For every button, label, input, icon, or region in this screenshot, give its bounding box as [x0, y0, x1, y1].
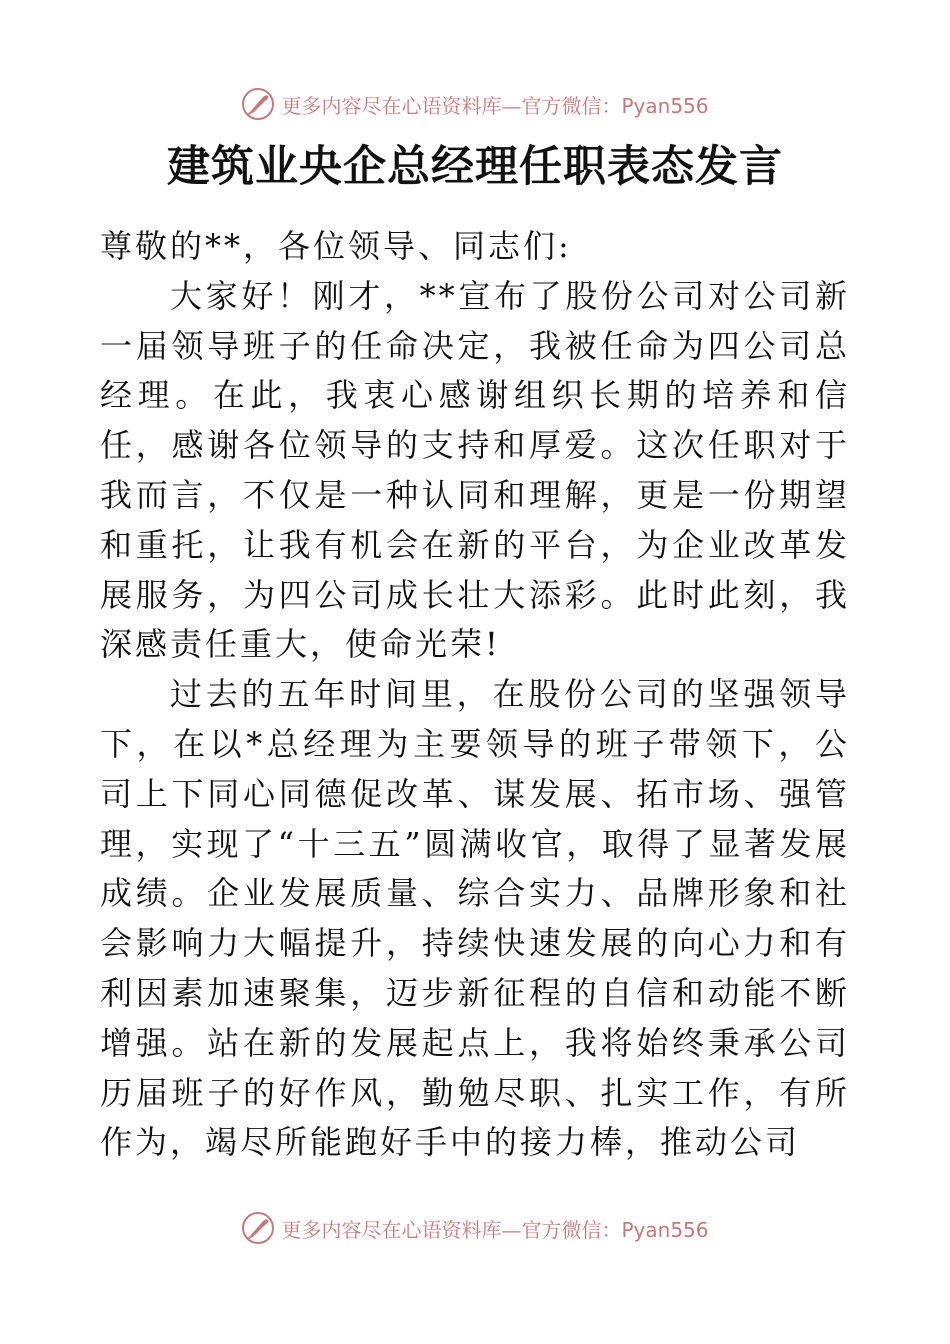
watermark-text: 更多内容尽在心语资料库—官方微信：Pyan556 — [281, 1217, 709, 1242]
quill-pen-logo-icon — [241, 87, 275, 121]
document-body — [100, 222, 850, 1168]
paragraph-2: 过去的五年时间里，在股份公司的坚强领导下，在以*总经理为主要领导的班子带领下，公司上下同心同德促改革、谋发展、拓市场、强管理，实现了“十三五”圆满收官，取得了显著发展成绩。企业发展质量、综合实力、品牌形象和社会影响力大幅提升，持续快速发展的向心力和有利因素加速聚集，迈步新征程的自信和动能不断增强。站在新的发展起点上，我将始终秉承公司历届班子的好作风，勤勉尽职、扎实工作，有所作为，竭尽所能跑好手中的接力棒，推动公司 — [100, 675, 850, 1162]
watermark-wechat-id: Pyan556 — [621, 93, 709, 118]
footer-watermark — [0, 1208, 950, 1248]
document-title: 建筑业央企总经理任职表态发言 — [167, 142, 783, 192]
header-watermark — [0, 84, 950, 124]
watermark-text: 更多内容尽在心语资料库—官方微信：Pyan556 — [281, 93, 709, 118]
paragraph-1: 大家好！刚才，**宣布了股份公司对公司新一届领导班子的任命决定，我被任命为四公司总经理。在此，我衷心感谢组织长期的培养和信任，感谢各位领导的支持和厚爱。这次任职对于我而言，不仅是一种认同和理解，更是一份期望和重托，让我有机会在新的平台，为企业改革发展服务，为四公司成长壮大添彩。此时此刻，我深感责任重大，使命光荣! — [100, 276, 850, 664]
watermark-wechat-id: Pyan556 — [621, 1217, 709, 1242]
salutation: 尊敬的**，各位领导、同志们: — [100, 227, 572, 265]
quill-pen-logo-icon — [241, 1211, 275, 1245]
